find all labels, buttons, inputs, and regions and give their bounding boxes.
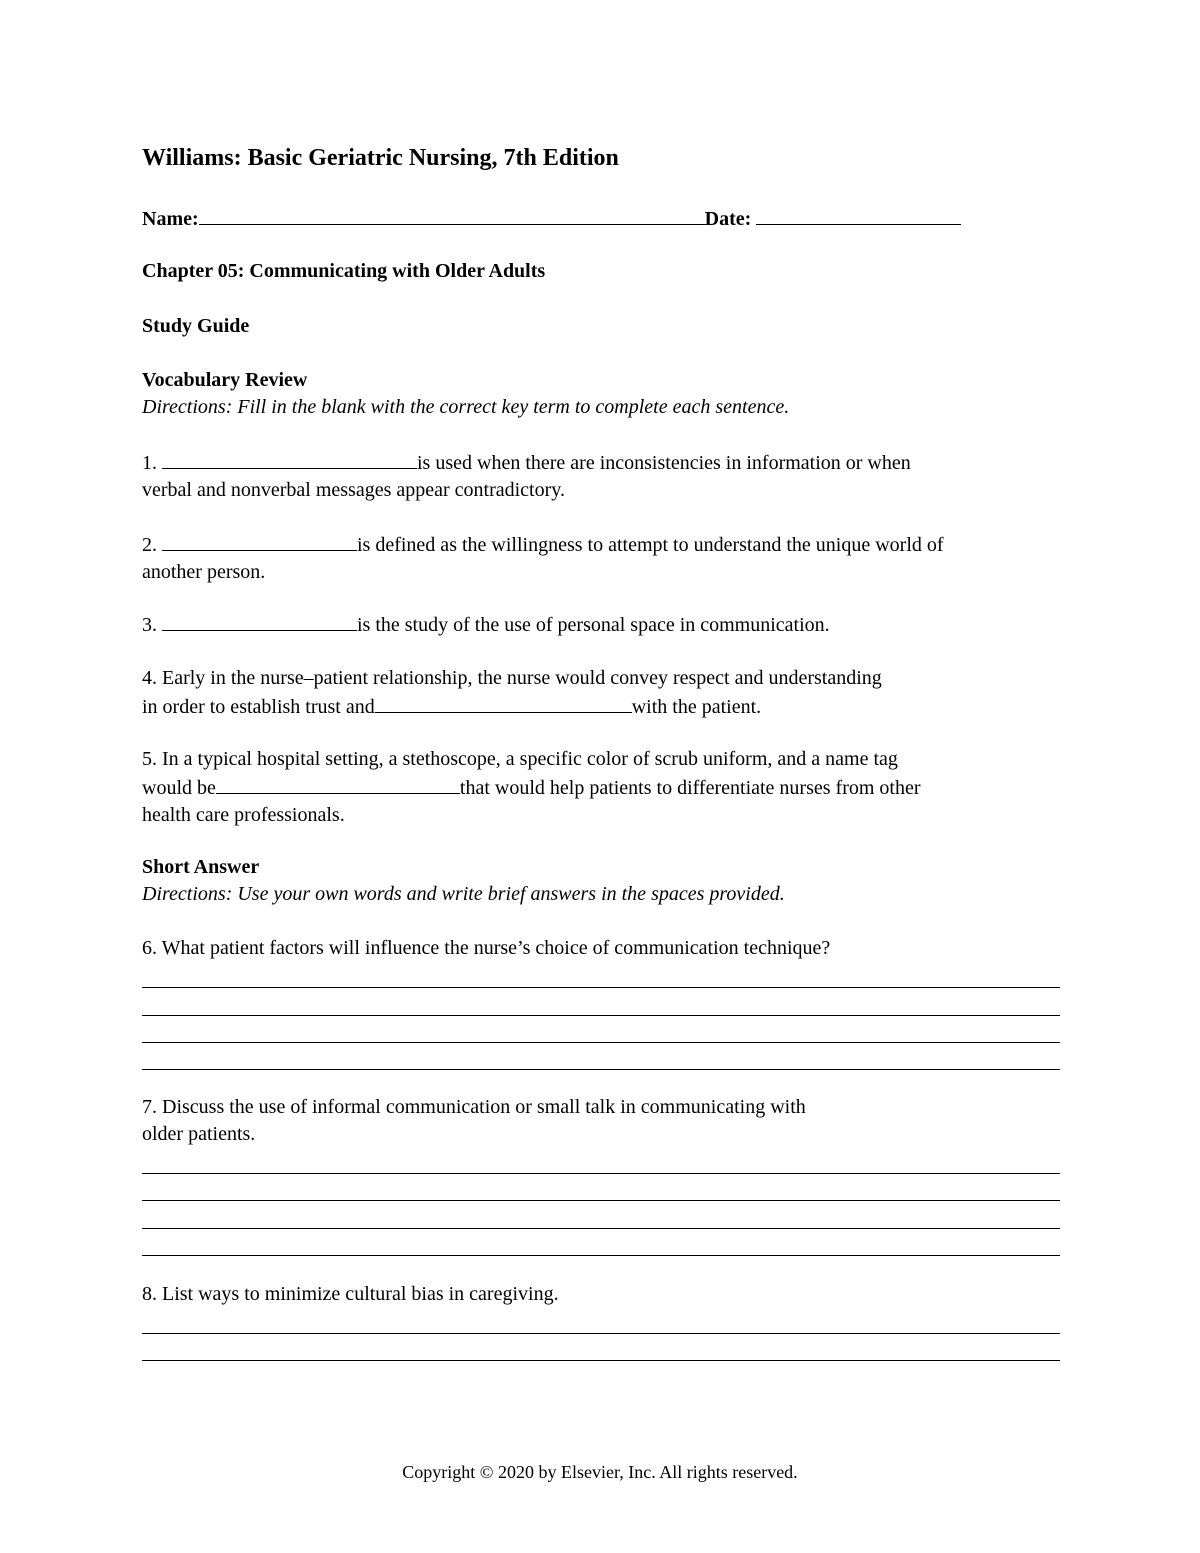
question-7-answer-line-3[interactable] xyxy=(142,1228,1060,1229)
date-field[interactable] xyxy=(756,204,961,225)
question-2-text-line2: another person. xyxy=(142,561,266,583)
document-title: Williams: Basic Geriatric Nursing, 7th Edition xyxy=(142,145,619,171)
question-7-text-line1: 7. Discuss the use of informal communication or small talk in communicating with xyxy=(142,1096,806,1118)
question-1-text: is used when there are inconsistencies in information or when xyxy=(417,452,911,474)
copyright-footer: Copyright © 2020 by Elsevier, Inc. All rights reserved. xyxy=(402,1462,798,1482)
question-5-text-after: that would help patients to differentiate nurses from other xyxy=(459,777,921,799)
question-8-answer-line-2[interactable] xyxy=(142,1360,1060,1361)
short-answer-directions: Directions: Use your own words and write brief answers in the spaces provided. xyxy=(142,883,785,905)
question-5 xyxy=(142,746,1060,829)
question-6-answer-line-4[interactable] xyxy=(142,1069,1060,1070)
question-4-blank[interactable] xyxy=(375,692,632,713)
question-3 xyxy=(142,610,1060,639)
question-2-number: 2. xyxy=(142,534,157,556)
study-guide-label: Study Guide xyxy=(142,315,250,337)
question-6-answer-line-1[interactable] xyxy=(142,987,1060,988)
question-2-text: is defined as the willingness to attempt to understand the unique world of xyxy=(357,534,944,556)
question-6-answer-line-3[interactable] xyxy=(142,1042,1060,1043)
name-field[interactable] xyxy=(199,204,705,225)
question-7-answer-line-4[interactable] xyxy=(142,1255,1060,1256)
question-2-blank[interactable] xyxy=(162,530,357,551)
question-4-text-line1: 4. Early in the nurse–patient relationship, the nurse would convey respect and understanding xyxy=(142,667,882,689)
question-5-text-line1: 5. In a typical hospital setting, a stethoscope, a specific color of scrub uniform, and a name tag xyxy=(142,748,898,770)
question-3-blank[interactable] xyxy=(162,610,357,631)
question-6-answer-line-2[interactable] xyxy=(142,1015,1060,1016)
question-1 xyxy=(142,448,1060,504)
name-label: Name: xyxy=(142,208,199,230)
question-7-text-line2: older patients. xyxy=(142,1123,256,1145)
vocabulary-directions: Directions: Fill in the blank with the correct key term to complete each sentence. xyxy=(142,396,790,418)
question-4-text-before: in order to establish trust and xyxy=(142,696,375,718)
question-4-text-after: with the patient. xyxy=(631,696,762,718)
question-7 xyxy=(142,1094,1060,1148)
question-5-blank[interactable] xyxy=(216,773,460,794)
question-8-answer-line-1[interactable] xyxy=(142,1333,1060,1334)
question-3-number: 3. xyxy=(142,614,157,636)
question-1-blank[interactable] xyxy=(162,448,417,469)
question-2 xyxy=(142,530,1060,586)
question-1-text-line2: verbal and nonverbal messages appear contradictory. xyxy=(142,479,565,501)
question-3-text: is the study of the use of personal space in communication. xyxy=(357,614,830,636)
name-date-row xyxy=(142,204,1060,233)
vocabulary-heading: Vocabulary Review xyxy=(142,369,308,391)
date-label: Date: xyxy=(704,208,752,230)
question-5-text-before: would be xyxy=(142,777,216,799)
question-6: 6. What patient factors will influence the nurse’s choice of communication technique? xyxy=(142,937,831,959)
short-answer-heading: Short Answer xyxy=(142,856,260,878)
question-8: 8. List ways to minimize cultural bias in caregiving. xyxy=(142,1283,559,1305)
chapter-title: Chapter 05: Communicating with Older Adults xyxy=(142,260,546,282)
question-1-number: 1. xyxy=(142,452,157,474)
document-page xyxy=(142,0,1060,1553)
question-5-text-line3: health care professionals. xyxy=(142,804,345,826)
question-4 xyxy=(142,665,1060,721)
question-7-answer-line-2[interactable] xyxy=(142,1200,1060,1201)
question-7-answer-line-1[interactable] xyxy=(142,1173,1060,1174)
